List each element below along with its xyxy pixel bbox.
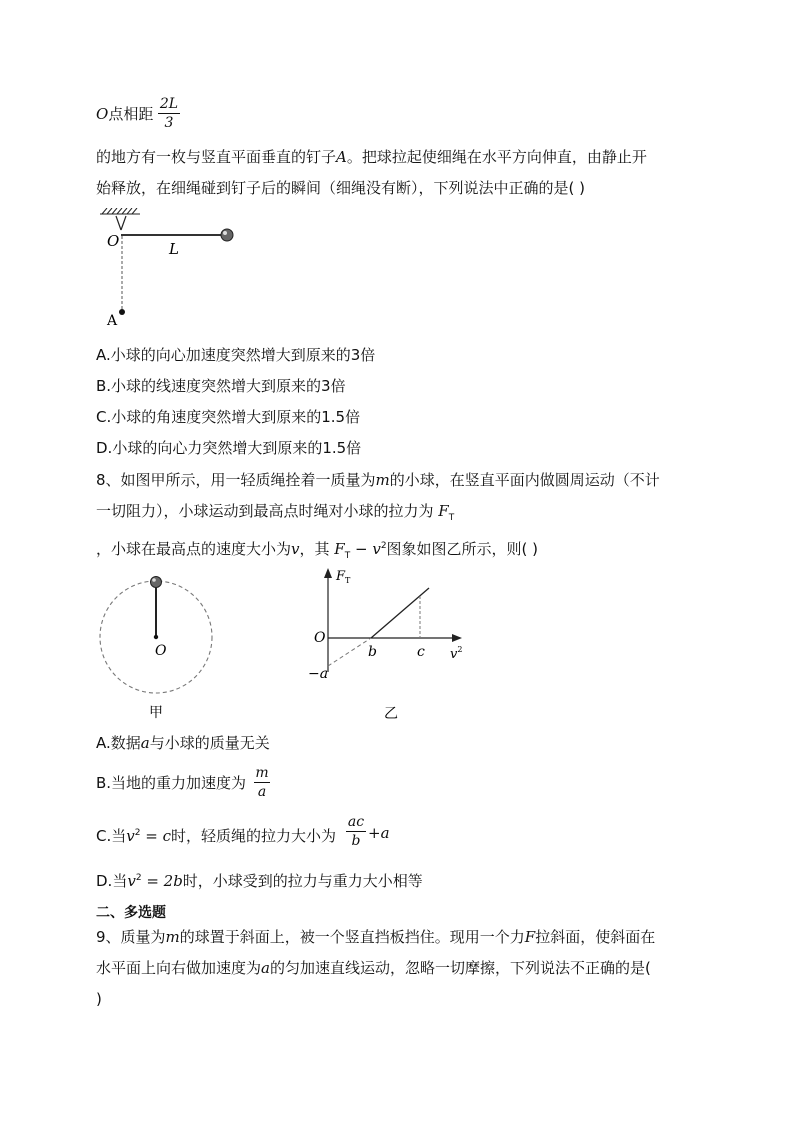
q9-line2-var: a (261, 959, 270, 977)
q7-fraction (158, 96, 180, 131)
q8-line3-b: ，其 (299, 540, 330, 558)
q8-option-C-v: v (126, 827, 135, 845)
ball (221, 229, 233, 241)
q8-option-C-b: 时，轻质绳的拉力大小为 (170, 827, 336, 845)
q8-option-A-a: A.数据 (96, 734, 141, 752)
q8-line3-sq: 2 (380, 541, 387, 551)
jia-caption: 甲 (149, 705, 163, 721)
ball-top (151, 577, 162, 588)
q9-line1-b: 的球置于斜面上，被一个竖直挡板挡住。现用一个力 (179, 928, 525, 946)
pivot-left (116, 216, 121, 230)
q8-option-C-a: C.当 (96, 827, 127, 845)
yi-label-c: c (417, 644, 425, 660)
q9-line1-F: F (524, 928, 536, 946)
q8-option-C-sq: 2 (134, 828, 141, 838)
q7-option-A: A.小球的向心加速度突然增大到原来的3倍 (96, 346, 376, 364)
q7-line2-a: 的地方有一枚与竖直平面垂直的钉子 (96, 148, 337, 166)
yi-label-FT: $F_T$ (336, 569, 351, 585)
graph-dashed-extension (328, 638, 371, 666)
q8-line3-minus: − (350, 540, 373, 558)
q8-line3-F: F (334, 540, 345, 558)
q8-option-C-fraction (346, 814, 366, 849)
q8-option-B: B.当地的重力加速度为 (96, 774, 247, 792)
y-arrow (324, 568, 332, 578)
q8-option-C-bar (346, 831, 366, 832)
q8-option-D-a: D.当 (96, 872, 128, 890)
q9-line2 (96, 958, 651, 978)
section-title-multiple-choice: 二、多选题 (96, 905, 166, 921)
fig-label-O: O (107, 232, 120, 250)
q7-figure (96, 208, 246, 330)
q8-line1-m: m (375, 471, 390, 489)
q9-line1-c: 拉斜面，使斜面在 (535, 928, 656, 946)
q8-option-C-eq: = c (140, 827, 171, 845)
q7-line2 (96, 147, 647, 167)
q8-option-B-fraction (254, 765, 270, 800)
q8-option-B-den: a (257, 784, 267, 800)
q8-line2-F: F (438, 502, 449, 520)
q9-line3: ) (96, 990, 102, 1008)
q8-option-D-v: v (127, 872, 136, 890)
jia-label-O: O (155, 643, 167, 659)
q7-fraction-numerator: 2L (159, 96, 179, 112)
q9-line1-m: m (165, 928, 180, 946)
q9-line2-b: 的匀加速直线运动，忽略一切摩擦，下列说法不正确的是( (269, 959, 651, 977)
ball-highlight (223, 231, 227, 235)
q7-intro (96, 104, 153, 124)
q7-option-B: B.小球的线速度突然增大到原来的3倍 (96, 377, 346, 395)
q8-line2 (96, 501, 454, 528)
fig-label-A: A (107, 313, 118, 329)
q8-figure-yi (308, 566, 468, 722)
q8-line3 (96, 536, 538, 566)
q8-line3-a: ，小球在最高点的速度大小为 (96, 540, 292, 558)
q8-line2-text: 一切阻力），小球运动到最高点时绳对小球的拉力为 (96, 502, 434, 520)
q8-line2-T: T (448, 513, 455, 523)
x-arrow (452, 634, 462, 642)
q7-intro-o: O (96, 105, 109, 123)
q7-line3: 始释放，在细绳碰到钉子后的瞬间（细绳没有断），下列说法中正确的是( ) (96, 179, 585, 197)
q8-option-A (96, 733, 270, 753)
q9-line1-a: 9、质量为 (96, 928, 166, 946)
q8-option-B-bar (254, 782, 270, 783)
q8-figure-jia (98, 574, 216, 722)
q8-line1-b: 的小球，在竖直平面内做圆周运动（不计 (389, 471, 660, 489)
ball-top-highlight (152, 578, 156, 582)
q8-option-A-var: a (140, 734, 150, 752)
q7-fraction-bar (158, 113, 180, 114)
q8-option-A-b: 与小球的质量无关 (149, 734, 270, 752)
yi-caption: 乙 (384, 706, 398, 722)
q8-line3-v2: v (372, 540, 381, 558)
q7-intro-text: 点相距 (108, 105, 154, 123)
yi-label-O: O (314, 630, 326, 646)
q9-line1 (96, 927, 655, 947)
q8-line3-v: v (291, 540, 300, 558)
q8-line1 (96, 470, 660, 490)
pivot-right (121, 216, 126, 230)
q7-line2-A: A (336, 148, 347, 166)
yi-label-v2: $v^2$ (450, 645, 463, 662)
q7-option-C: C.小球的角速度突然增大到原来的1.5倍 (96, 408, 361, 426)
q7-line2-b: 。把球拉起使细绳在水平方向伸直，由静止开 (346, 148, 647, 166)
nail-A (119, 309, 125, 315)
ceiling-hatch (100, 208, 140, 214)
q8-option-C-plus: +a (368, 824, 390, 842)
q8-option-D-eq: = 2b (141, 872, 183, 890)
q7-fraction-denominator: 3 (164, 115, 174, 131)
q7-option-D: D.小球的向心力突然增大到原来的1.5倍 (96, 439, 362, 457)
q8-line1-a: 8、如图甲所示，用一轻质绳拴着一质量为 (96, 471, 376, 489)
q8-option-B-num: m (255, 765, 269, 781)
q8-option-D-sq: 2 (135, 873, 142, 883)
q8-line3-T: T (344, 551, 351, 561)
q8-option-C-num: ac (347, 814, 365, 830)
q8-option-D (96, 868, 423, 891)
q8-option-D-b: 时，小球受到的拉力与重力大小相等 (182, 872, 423, 890)
q8-option-C (96, 823, 336, 846)
yi-label-neg-a: −a (308, 666, 329, 682)
q8-option-C-den: b (351, 833, 361, 849)
center-dot (154, 635, 158, 639)
fig-label-L: L (169, 240, 179, 258)
yi-label-b: b (368, 644, 377, 660)
q8-line3-c: 图象如图乙所示，则( ) (386, 540, 539, 558)
q9-line2-a: 水平面上向右做加速度为 (96, 959, 262, 977)
